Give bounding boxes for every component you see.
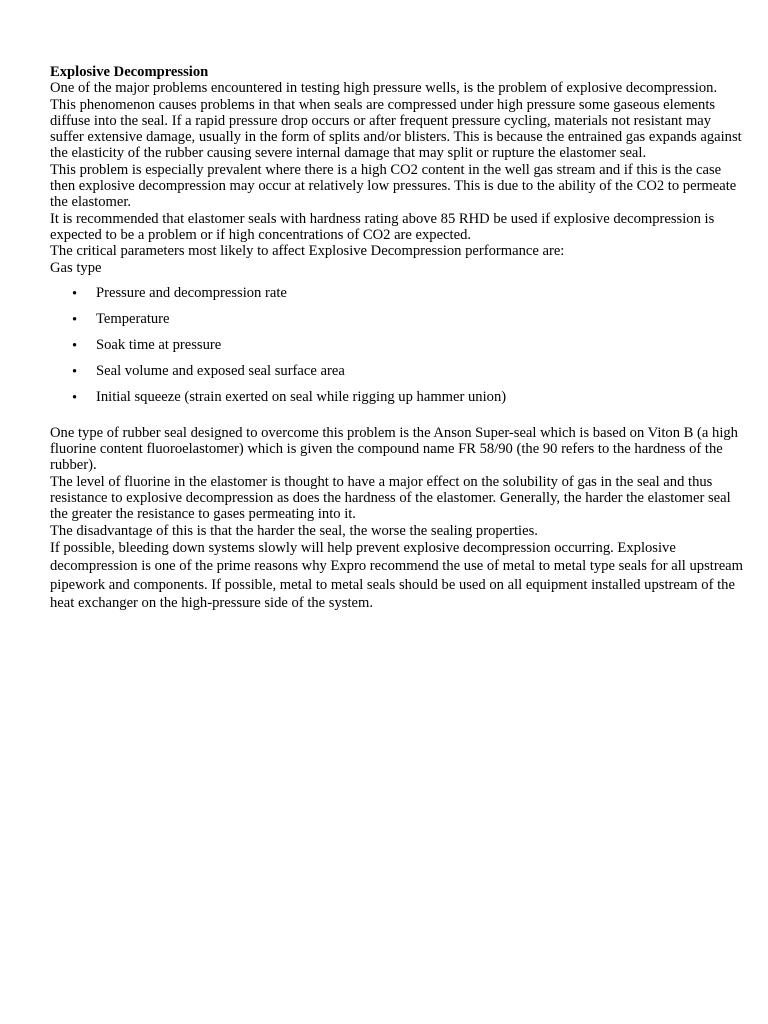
fluorine-paragraph: The level of fluorine in the elastomer is thought to have a major effect on the solubility of gas in the seal and thus resistance to explosive decompression as does the hardness of the elastomer. Generally, the harder the elastomer seal the greater the resistance to gases permeating into it.: [50, 473, 731, 523]
recommendation-paragraph: It is recommended that elastomer seals with hardness rating above 85 RHD be used if explosive decompression is expected to be a problem or if high concentrations of CO2 are expected.: [50, 210, 715, 243]
list-item-text: Soak time at pressure: [96, 336, 222, 353]
list-item-text: Initial squeeze (strain exerted on seal while rigging up hammer union): [96, 388, 507, 405]
bullet-icon: •: [72, 311, 78, 328]
bullet-icon: •: [72, 389, 78, 406]
bullet-icon: •: [72, 285, 78, 302]
disadvantage-paragraph: The disadvantage of this is that the harder the seal, the worse the sealing properties.: [50, 522, 538, 539]
bullet-icon: •: [72, 337, 78, 354]
list-item: [50, 285, 744, 311]
intro-paragraph: One of the major problems encountered in testing high pressure wells, is the problem of explosive decompression. This phenomenon causes problems in that when seals are compressed under high pressure some gaseous elements diffuse into the seal. If a rapid pressure drop occurs or after frequent pressure cycling, materials not resistant may suffer extensive damage, usually in the form of splits and/or blisters. This is because the entrained gas expands against the elasticity of the rubber causing severe internal damage that may split or rupture the elastomer seal.: [50, 80, 742, 162]
list-item: [50, 389, 744, 415]
list-item-text: Pressure and decompression rate: [96, 284, 287, 301]
list-item: [50, 337, 744, 363]
parameters-list: [50, 285, 744, 415]
list-item-text: Seal volume and exposed seal surface area: [96, 362, 345, 379]
parameters-intro: The critical parameters most likely to affect Explosive Decompression performance are:: [50, 243, 565, 260]
document-page: [50, 64, 744, 613]
list-item-text: Temperature: [96, 310, 170, 327]
bleeding-down-paragraph: If possible, bleeding down systems slowly will help prevent explosive decompression occurring. Explosive decompression is one of the prime reasons why Expro recommend the use of metal to metal type seals for all upstream pipework and components. If possible, metal to metal seals should be used on all equipment installed upstream of the heat exchanger on the high-pressure side of the system.: [50, 539, 744, 612]
co2-paragraph: This problem is especially prevalent where there is a high CO2 content in the well gas stream and if this is the case then explosive decompression may occur at relatively low pressures. This is due to the ability of the CO2 to permeate the elastomer.: [50, 161, 737, 211]
list-item: [50, 363, 744, 389]
gas-type-line: Gas type: [50, 259, 102, 276]
bullet-icon: •: [72, 363, 78, 380]
anson-seal-paragraph: One type of rubber seal designed to overcome this problem is the Anson Super-seal which is based on Viton B (a high fluorine content fluoroelastomer) which is given the compound name FR 58/90 (the 90 refers to the hardness of the rubber).: [50, 424, 738, 474]
list-item: [50, 311, 744, 337]
section-heading: Explosive Decompression: [50, 64, 209, 80]
